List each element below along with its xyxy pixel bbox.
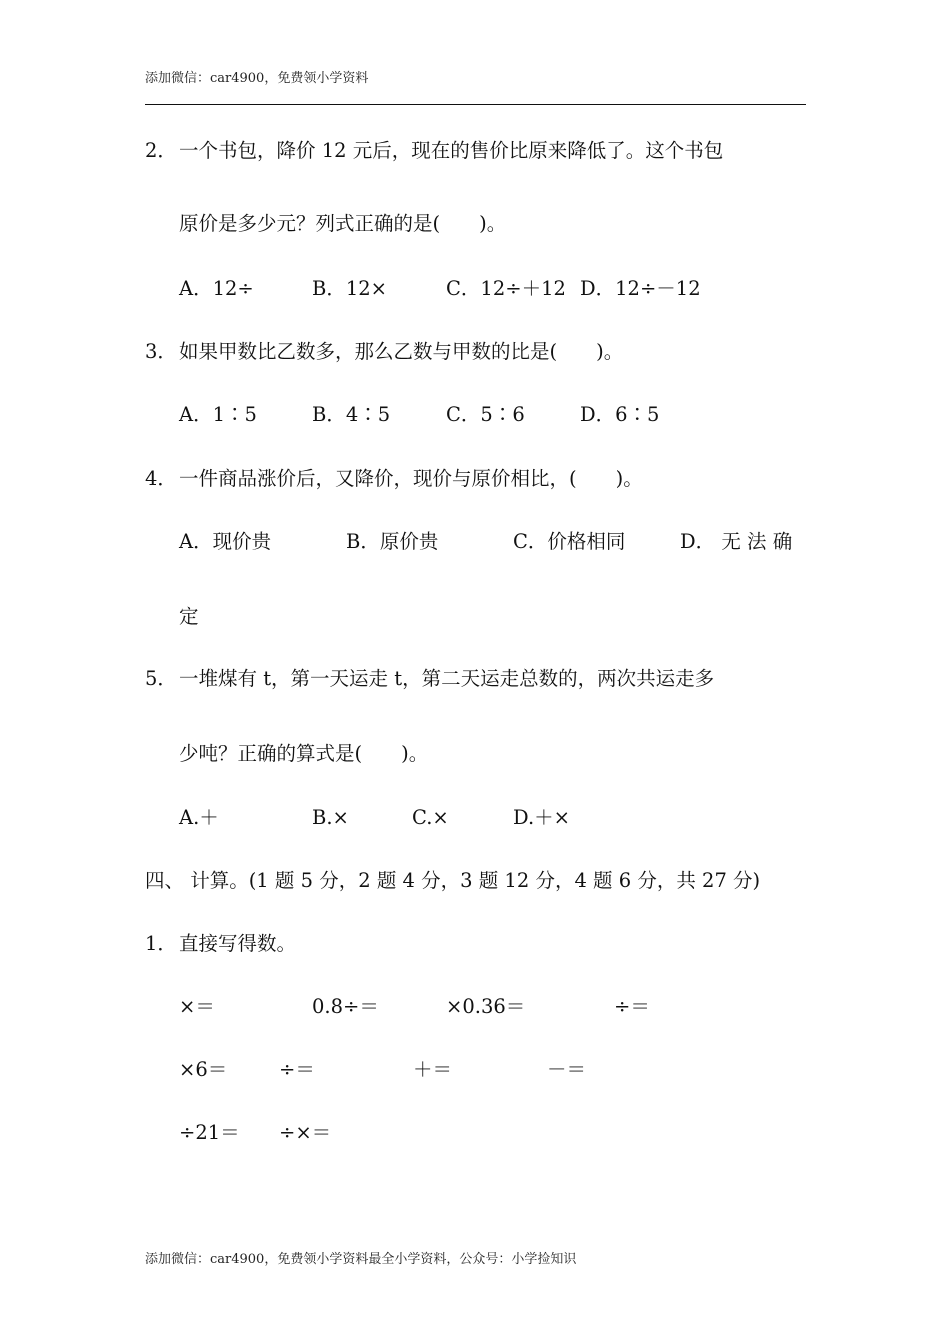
calc-item: ÷21＝	[179, 1121, 240, 1144]
calc-item: ÷＝	[279, 1058, 315, 1081]
option-a: A．12÷	[179, 277, 254, 300]
option-c: C.×	[412, 806, 449, 829]
header-divider	[145, 104, 806, 105]
header-note: 添加微信：car4900，免费领小学资料	[145, 71, 369, 86]
calc-item: ×0.36＝	[446, 995, 526, 1018]
option-c: C．价格相同	[513, 530, 626, 553]
option-b: B．原价贵	[346, 530, 439, 553]
calc-item: ÷＝	[614, 995, 650, 1018]
option-a: A．现价贵	[179, 530, 272, 553]
calc-item: 0.8÷＝	[312, 995, 379, 1018]
option-b: B.×	[312, 806, 349, 829]
question-number: 4．	[145, 467, 177, 490]
option-c: C．12÷＋12	[446, 277, 566, 300]
option-b: B．4∶5	[312, 403, 391, 426]
question-text: 一堆煤有 t，第一天运走 t，第二天运走总数的，两次共运走多	[179, 667, 715, 690]
question-text: 一个书包，降价 12 元后，现在的售价比原来降低了。这个书包	[179, 139, 724, 162]
question-5-continued: 少吨？正确的算式是( )。	[179, 742, 429, 765]
option-b: B．12×	[312, 277, 387, 300]
question-number: 3．	[145, 340, 177, 363]
question-text: 直接写得数。	[179, 932, 297, 955]
option-d: D．12÷－12	[580, 277, 701, 300]
calc-item: ×6＝	[179, 1058, 228, 1081]
option-d: D.＋×	[513, 806, 570, 829]
calc-item: ÷×＝	[279, 1121, 332, 1144]
question-text: 一件商品涨价后，又降价，现价与原价相比，( )。	[179, 467, 643, 490]
question-2-continued: 原价是多少元？列式正确的是( )。	[179, 212, 507, 235]
option-d: D． 无 法 确	[680, 530, 793, 553]
option-c: C．5∶6	[446, 403, 525, 426]
question-number: 1．	[145, 932, 177, 955]
calc-item: ＋＝	[413, 1058, 453, 1081]
question-text: 如果甲数比乙数多，那么乙数与甲数的比是( )。	[179, 340, 624, 363]
footer-note: 添加微信：car4900，免费领小学资料最全小学资料，公众号：小学捡知识	[145, 1252, 577, 1267]
section-4-heading: 四、 计算。(1 题 5 分，2 题 4 分，3 题 12 分，4 题 6 分，共 27 分)	[145, 869, 761, 892]
option-d: D．6∶5	[580, 403, 660, 426]
question-number: 5．	[145, 667, 177, 690]
question-number: 2．	[145, 139, 177, 162]
option-a: A．1∶5	[179, 403, 257, 426]
option-d-continued: 定	[179, 605, 199, 628]
calc-item: －＝	[547, 1058, 587, 1081]
calc-item: ×＝	[179, 995, 215, 1018]
option-a: A.＋	[179, 806, 219, 829]
